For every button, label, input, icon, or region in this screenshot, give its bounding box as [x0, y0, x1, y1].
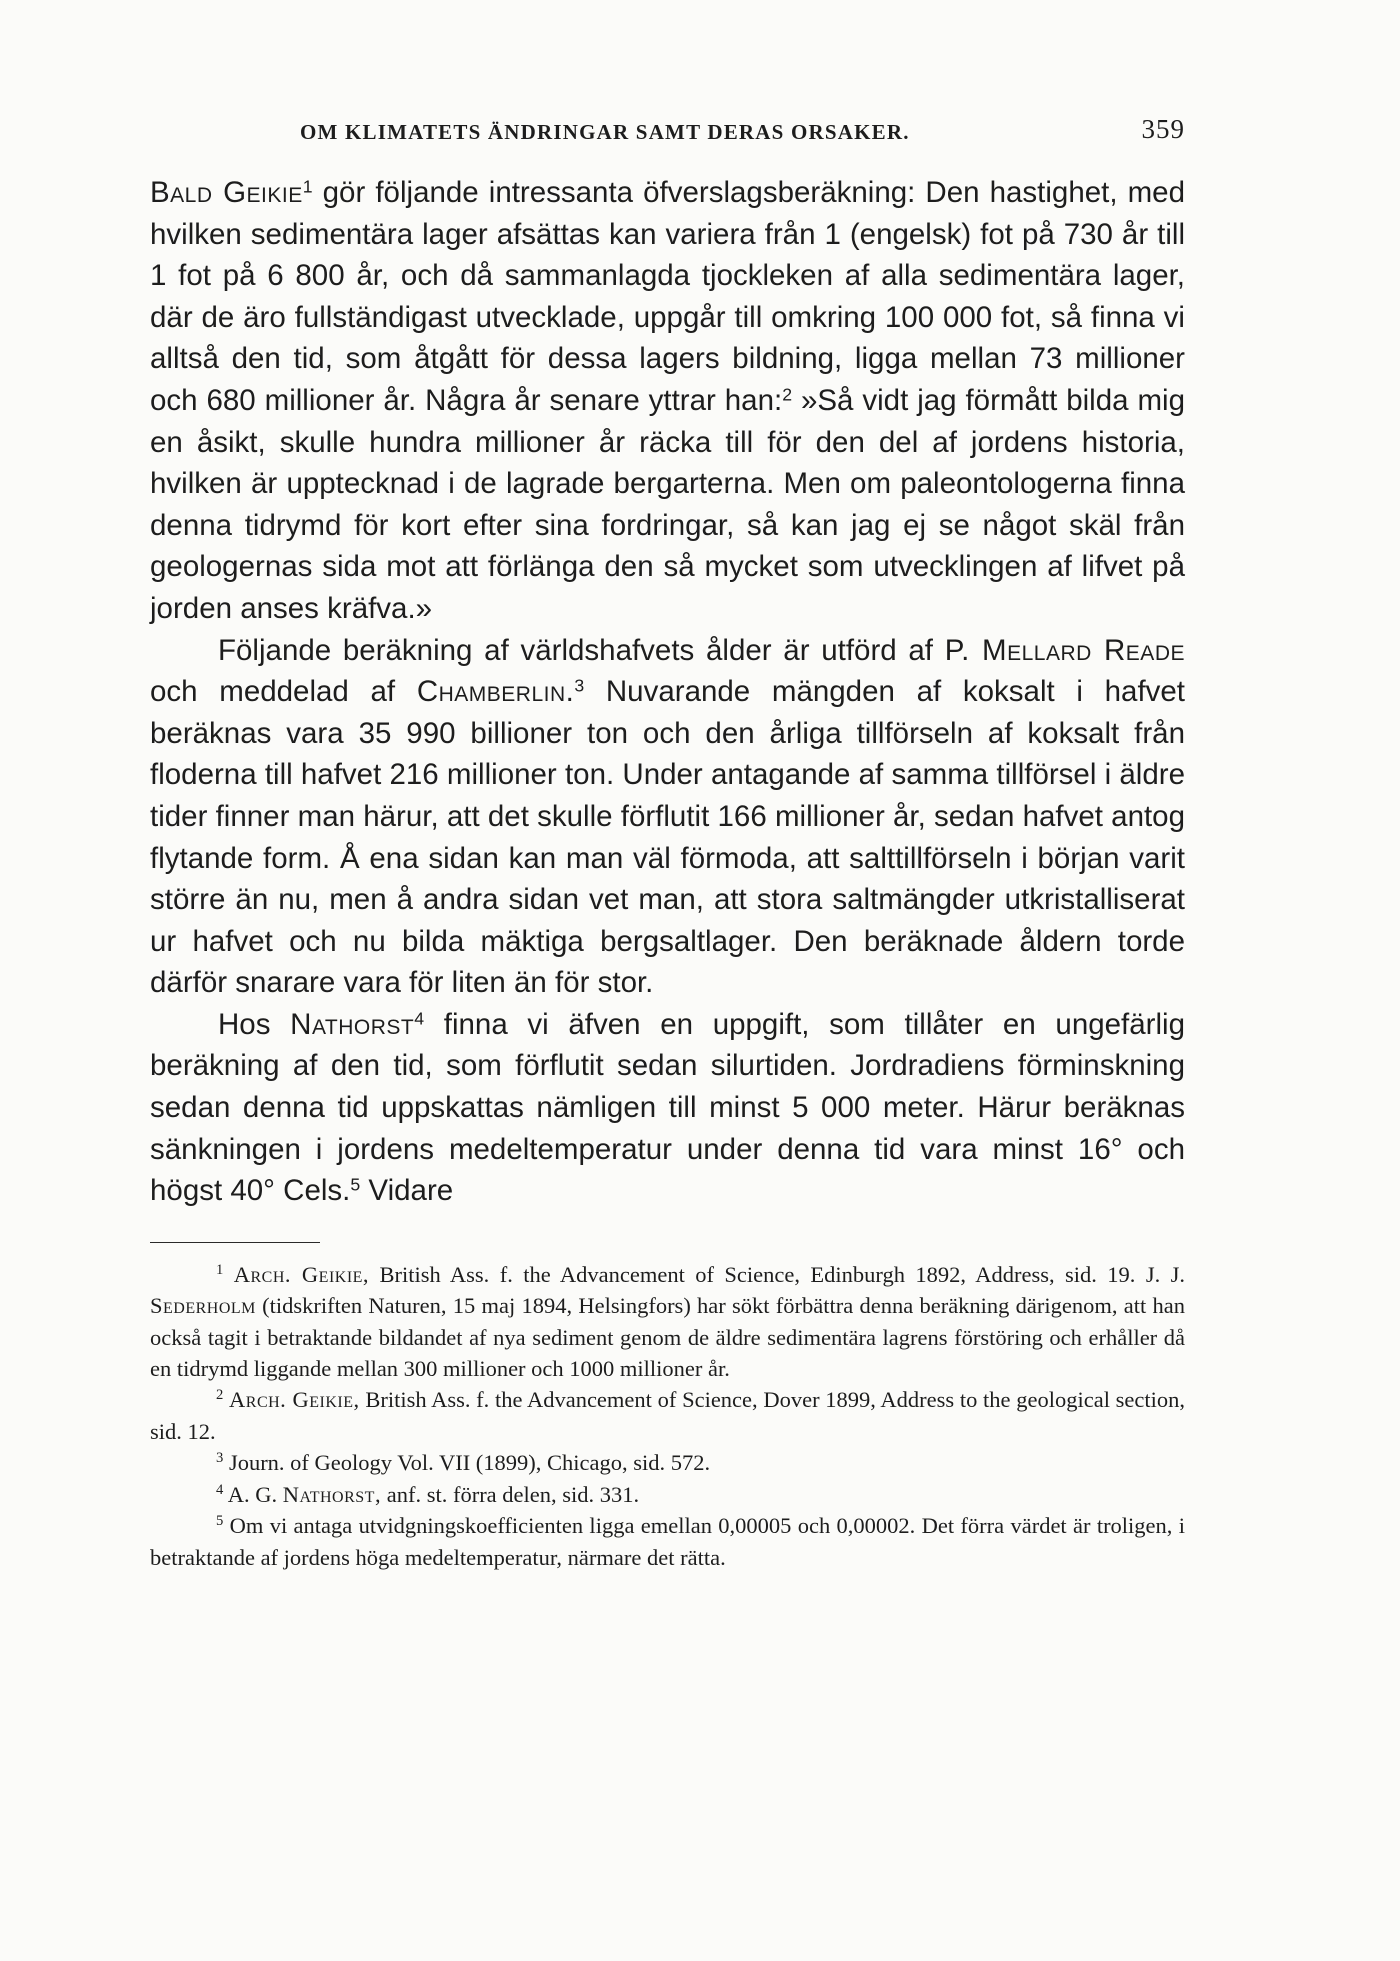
footnote-mark: 3 — [216, 1450, 224, 1467]
footnote-divider — [150, 1242, 320, 1243]
footnote-ref: 3 — [574, 675, 585, 696]
footnotes — [150, 1259, 1185, 1573]
paragraph-text: »Så vidt jag förmått bilda mig en åsikt, skulle hundra millioner år räcka till för den del af jordens historia, hvilken är upptecknad i de lagrade bergarterna. Men om paleontologerna finna denna tidrymd för kort efter sina fordringar, så kan jag ej se något skäl från geologernas sida mot att förlänga den så mycket som utvecklingen af lifvet på jorden anses kräfva.» — [150, 383, 1185, 625]
footnote-ref: 2 — [782, 384, 793, 405]
paragraph-text: och meddelad af — [150, 675, 417, 709]
footnote-text: Journ. of Geology Vol. VII (1899), Chicago, sid. 572. — [228, 1450, 711, 1476]
author-name: Bald Geikie — [150, 176, 303, 209]
running-title: OM KLIMATETS ÄNDRINGAR SAMT DERAS ORSAKER. — [300, 120, 910, 144]
main-text — [150, 172, 1185, 1212]
author-name: Sederholm — [150, 1293, 256, 1319]
footnote-text: Om vi antaga utvidgningskoefficienten ligga emellan 0,00005 och 0,00002. Det förra värdet är troligen, i betraktande af jordens höga medeltemperatur, närmare det rätta. — [150, 1513, 1185, 1570]
footnote-text: British Ass. f. the Advancement of Science, Edinburgh 1892, Address, sid. 19. J. J. — [369, 1261, 1186, 1287]
book-page — [150, 112, 1185, 1573]
footnote-4 — [150, 1479, 1185, 1510]
author-name: Nathorst — [290, 1007, 415, 1041]
footnote-1 — [150, 1259, 1185, 1385]
paragraph-geikie — [150, 172, 1185, 630]
footnote-text: (tidskriften Naturen, 15 maj 1894, Helsingfors) har sökt förbättra denna beräkning därigenom, att han också tagit i betraktande bildandet af nya sediment genom de äldre sedimentära lagrens förstöring och erhåller då en tidrymd liggande mellan 300 millioner och 1000 millioner år. — [150, 1293, 1185, 1382]
footnote-5 — [150, 1510, 1185, 1573]
author-name: P. Mellard Reade — [944, 633, 1185, 667]
paragraph-text: Vidare — [360, 1174, 454, 1208]
running-header — [150, 112, 1185, 152]
paragraph-reade — [150, 630, 1185, 1004]
page-number: 359 — [1141, 114, 1185, 144]
footnote-3 — [150, 1447, 1185, 1478]
footnote-2 — [150, 1384, 1185, 1447]
author-name: Chamberlin. — [416, 675, 575, 709]
paragraph-text: finna vi äfven en uppgift, som tillåter en ungefärlig beräkning af den tid, som förflutit sedan silurtiden. Jordradiens förminskning sedan denna tid uppskattas nämligen till minst 5 000 meter. Härur beräknas sänkningen i jordens medeltemperatur under denna tid vara minst 16° och högst 40° Cels. — [150, 1007, 1185, 1208]
paragraph-nathorst — [150, 1004, 1185, 1212]
footnote-text: A. G. — [227, 1481, 283, 1507]
author-name: Nathorst, — [282, 1481, 382, 1507]
footnote-mark: 1 — [216, 1261, 224, 1278]
footnote-ref: 4 — [414, 1008, 425, 1029]
paragraph-text: Hos — [218, 1007, 291, 1041]
footnote-mark: 5 — [216, 1513, 224, 1530]
footnote-mark: 4 — [216, 1481, 224, 1498]
footnote-text: anf. st. förra delen, sid. 331. — [381, 1481, 640, 1507]
paragraph-text: Nuvarande mängden af koksalt i hafvet beräknas vara 35 990 billioner ton och den årliga tillförseln af koksalt från floderna till hafvet 216 millioner ton. Under antagande af samma tillförsel i äldre tider finner man härur, att det skulle förflutit 166 millioner år, sedan hafvet antog flytande form. Å ena sidan kan man väl förmoda, att salttillförseln i början varit större än nu, men å andra sidan vet man, att stora saltmängder utkristalliserat ur hafvet och nu bilda mäktiga bergsaltlager. Den beräknade åldern torde därför snarare vara för liten än för stor. — [150, 675, 1185, 1000]
author-name: Arch. Geikie, — [233, 1261, 370, 1287]
author-name: Arch. Geikie, — [229, 1387, 360, 1413]
footnote-ref: 1 — [302, 176, 313, 197]
footnote-ref: 5 — [350, 1174, 361, 1195]
footnote-text: British Ass. f. the Advancement of Science, Dover 1899, Address to the geological section, sid. 12. — [150, 1387, 1186, 1444]
paragraph-text: Följande beräkning af världshafvets ålder är utförd af — [218, 633, 945, 667]
paragraph-text: gör följande intressanta öfverslagsberäkning: Den hastighet, med hvilken sedimentära lager afsättas kan variera från 1 (engelsk) fot på 730 år till 1 fot på 6 800 år, och då sammanlagda tjockleken af alla sedimentära lager, där de äro fullständigast utvecklade, uppgår till omkring 100 000 fot, så finna vi alltså den tid, som åtgått för dessa lagers bildning, ligga mellan 73 millioner och 680 millioner år. Några år senare yttrar han: — [150, 176, 1185, 417]
footnote-mark: 2 — [216, 1387, 224, 1404]
